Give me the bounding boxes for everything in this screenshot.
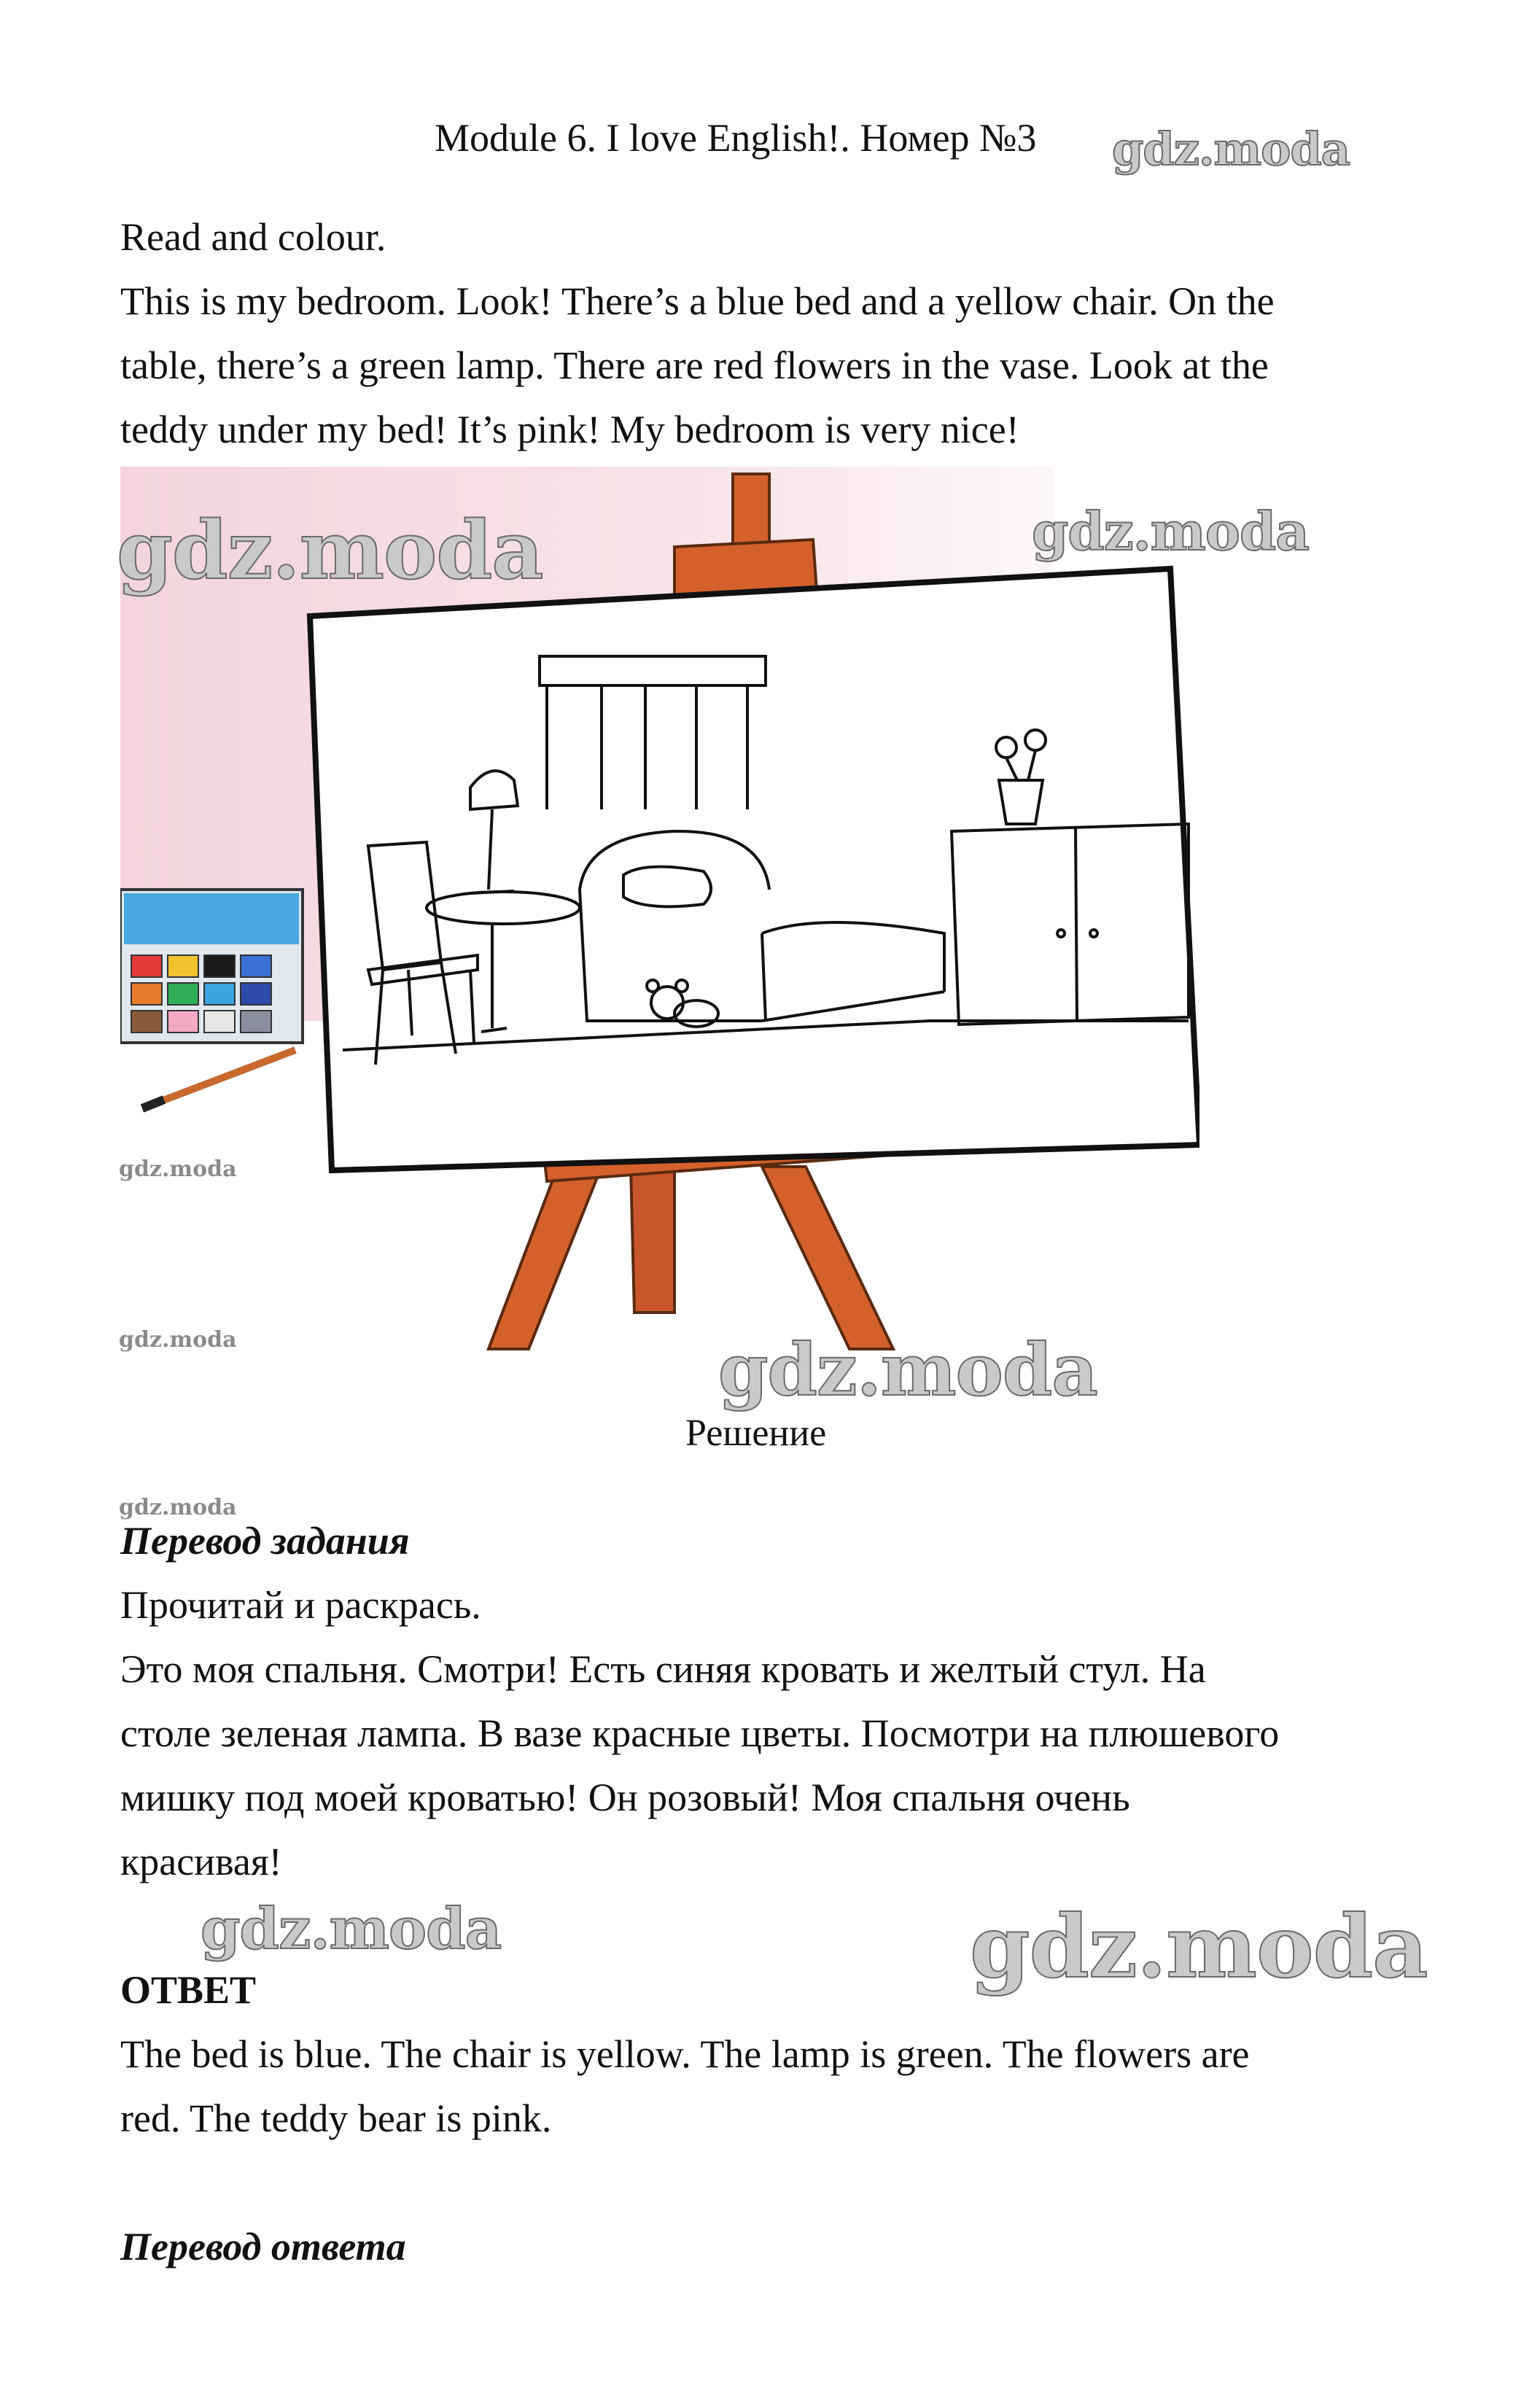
task-line: table, there’s a green lamp. There are red flowers in the vase. Look at the — [120, 343, 1269, 387]
watermark: gdz.moda — [1032, 500, 1309, 562]
watermark: gdz.moda — [970, 1896, 1428, 1997]
page-title: Module 6. I love English!. Номер №3 — [435, 116, 1037, 160]
translation-instruction: Прочитай и раскрась. — [120, 1583, 481, 1627]
watermark: gdz.moda — [718, 1329, 1097, 1412]
watermark: gdz.moda — [201, 1896, 502, 1962]
answer-line: The bed is blue. The chair is yellow. The lamp is green. The flowers are — [120, 2032, 1250, 2076]
translation-line: столе зеленая лампа. В вазе красные цветы. Посмотри на плюшевого — [120, 1711, 1280, 1755]
translation-heading: Перевод задания — [120, 1519, 410, 1563]
translation-line: Это моя спальня. Смотри! Есть синяя кровать и желтый стул. На — [120, 1647, 1206, 1691]
task-instruction: Read and colour. — [120, 215, 386, 259]
answer-heading: ОТВЕТ — [120, 1968, 257, 2012]
task-line: This is my bedroom. Look! There’s a blue bed and a yellow chair. On the — [120, 279, 1275, 323]
translation-line: красивая! — [120, 1840, 282, 1883]
watermark: gdz.moda — [119, 1156, 237, 1182]
paint-box-icon — [120, 890, 303, 1043]
watermark: gdz.moda — [119, 1495, 237, 1520]
solution-label: Решение — [685, 1412, 827, 1454]
bedroom-easel-illustration — [120, 467, 1199, 1356]
task-line: teddy under my bed! It’s pink! My bedroom is very nice! — [120, 408, 1019, 451]
watermark: gdz.moda — [1112, 123, 1350, 176]
watermark: gdz.moda — [117, 503, 543, 597]
watermark: gdz.moda — [119, 1327, 237, 1353]
answer-line: red. The teddy bear is pink. — [120, 2096, 552, 2140]
translation-line: мишку под моей кроватью! Он розовый! Моя спальня очень — [120, 1776, 1130, 1819]
answer-translation-heading: Перевод ответа — [120, 2225, 406, 2268]
